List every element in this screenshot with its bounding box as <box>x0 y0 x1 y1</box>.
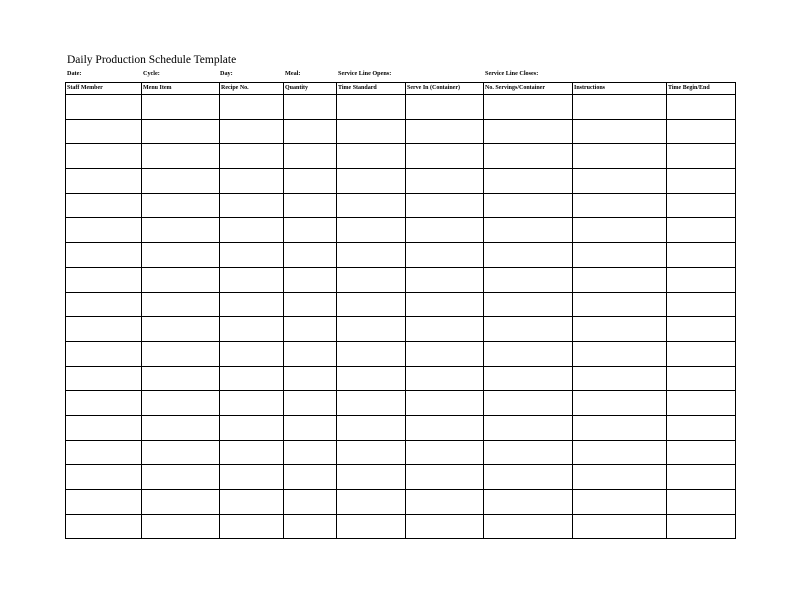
table-cell[interactable] <box>284 465 337 490</box>
meta-cycle-label: Cycle: <box>143 70 160 77</box>
table-cell[interactable] <box>484 218 573 243</box>
table-cell[interactable] <box>284 341 337 366</box>
table-cell[interactable] <box>66 119 142 144</box>
table-cell[interactable] <box>142 218 220 243</box>
table-cell[interactable] <box>66 169 142 194</box>
table-cell[interactable] <box>220 292 284 317</box>
table-cell[interactable] <box>337 144 406 169</box>
table-cell[interactable] <box>220 169 284 194</box>
table-cell[interactable] <box>220 490 284 515</box>
table-cell[interactable] <box>284 292 337 317</box>
table-cell[interactable] <box>142 243 220 268</box>
table-cell[interactable] <box>573 292 667 317</box>
table-cell[interactable] <box>667 193 736 218</box>
table-cell[interactable] <box>142 292 220 317</box>
table-cell[interactable] <box>66 341 142 366</box>
table-cell[interactable] <box>573 119 667 144</box>
table-cell[interactable] <box>337 465 406 490</box>
table-cell[interactable] <box>667 243 736 268</box>
page-title: Daily Production Schedule Template <box>67 54 237 66</box>
table-cell[interactable] <box>337 341 406 366</box>
table-cell[interactable] <box>573 415 667 440</box>
table-cell[interactable] <box>284 267 337 292</box>
table-cell[interactable] <box>667 440 736 465</box>
table-cell[interactable] <box>142 119 220 144</box>
table-cell[interactable] <box>337 514 406 539</box>
table-cell[interactable] <box>66 95 142 120</box>
table-cell[interactable] <box>337 267 406 292</box>
table-cell[interactable] <box>284 119 337 144</box>
table-cell[interactable] <box>573 144 667 169</box>
table-cell[interactable] <box>220 95 284 120</box>
table-cell[interactable] <box>337 391 406 416</box>
table-cell[interactable] <box>66 267 142 292</box>
table-cell[interactable] <box>484 267 573 292</box>
table-cell[interactable] <box>667 465 736 490</box>
table-body <box>66 95 736 539</box>
table-cell[interactable] <box>284 317 337 342</box>
table-cell[interactable] <box>284 193 337 218</box>
table-cell[interactable] <box>484 341 573 366</box>
table-cell[interactable] <box>142 317 220 342</box>
table-row <box>66 267 736 292</box>
table-cell[interactable] <box>484 440 573 465</box>
table-row <box>66 341 736 366</box>
table-cell[interactable] <box>66 243 142 268</box>
column-header-serve-in-container: Serve In (Container) <box>406 83 484 95</box>
table-row <box>66 391 736 416</box>
table-cell[interactable] <box>484 169 573 194</box>
table-cell[interactable] <box>337 440 406 465</box>
table-row <box>66 366 736 391</box>
table-cell[interactable] <box>667 169 736 194</box>
table-cell[interactable] <box>337 95 406 120</box>
table-cell[interactable] <box>284 514 337 539</box>
table-row <box>66 514 736 539</box>
table-cell[interactable] <box>337 490 406 515</box>
table-cell[interactable] <box>667 317 736 342</box>
table-cell[interactable] <box>284 440 337 465</box>
table-cell[interactable] <box>573 267 667 292</box>
table-cell[interactable] <box>484 317 573 342</box>
table-cell[interactable] <box>66 465 142 490</box>
table-cell[interactable] <box>667 391 736 416</box>
table-cell[interactable] <box>284 243 337 268</box>
table-cell[interactable] <box>284 95 337 120</box>
table-cell[interactable] <box>337 169 406 194</box>
table-cell[interactable] <box>284 490 337 515</box>
table-cell[interactable] <box>573 366 667 391</box>
table-cell[interactable] <box>573 465 667 490</box>
table-cell[interactable] <box>337 243 406 268</box>
table-cell[interactable] <box>284 391 337 416</box>
table-cell[interactable] <box>406 292 484 317</box>
table-cell[interactable] <box>337 317 406 342</box>
table-cell[interactable] <box>66 391 142 416</box>
table-cell[interactable] <box>66 440 142 465</box>
table-cell[interactable] <box>573 440 667 465</box>
table-cell[interactable] <box>484 119 573 144</box>
table-cell[interactable] <box>406 490 484 515</box>
table-cell[interactable] <box>406 193 484 218</box>
table-cell[interactable] <box>406 218 484 243</box>
meta-line-closes-label: Service Line Closes: <box>485 70 539 77</box>
table-cell[interactable] <box>667 218 736 243</box>
meta-line-opens-label: Service Line Opens: <box>338 70 392 77</box>
table-cell[interactable] <box>573 341 667 366</box>
table-cell[interactable] <box>337 218 406 243</box>
table-cell[interactable] <box>66 317 142 342</box>
table-cell[interactable] <box>667 514 736 539</box>
table-cell[interactable] <box>573 193 667 218</box>
table-row <box>66 218 736 243</box>
table-cell[interactable] <box>667 119 736 144</box>
meta-date-label: Date: <box>67 70 82 77</box>
meta-meal-label: Meal: <box>285 70 301 77</box>
table-cell[interactable] <box>220 193 284 218</box>
table-cell[interactable] <box>337 415 406 440</box>
table-cell[interactable] <box>667 144 736 169</box>
table-cell[interactable] <box>220 317 284 342</box>
table-cell[interactable] <box>142 490 220 515</box>
table-cell[interactable] <box>667 366 736 391</box>
table-cell[interactable] <box>484 514 573 539</box>
table-cell[interactable] <box>406 119 484 144</box>
table-cell[interactable] <box>220 514 284 539</box>
table-cell[interactable] <box>484 415 573 440</box>
table-cell[interactable] <box>220 267 284 292</box>
column-header-servings-container: No. Servings/Container <box>484 83 573 95</box>
table-row <box>66 243 736 268</box>
table-cell[interactable] <box>484 490 573 515</box>
table-cell[interactable] <box>406 366 484 391</box>
table-cell[interactable] <box>66 218 142 243</box>
table-cell[interactable] <box>220 391 284 416</box>
table-row <box>66 440 736 465</box>
table-cell[interactable] <box>220 119 284 144</box>
table-cell[interactable] <box>66 193 142 218</box>
table-row <box>66 169 736 194</box>
table-cell[interactable] <box>220 144 284 169</box>
table-cell[interactable] <box>573 317 667 342</box>
table-cell[interactable] <box>406 317 484 342</box>
table-row <box>66 144 736 169</box>
table-cell[interactable] <box>220 440 284 465</box>
table-cell[interactable] <box>66 144 142 169</box>
table-cell[interactable] <box>220 218 284 243</box>
table-cell[interactable] <box>667 292 736 317</box>
table-cell[interactable] <box>66 292 142 317</box>
table-cell[interactable] <box>284 415 337 440</box>
table-cell[interactable] <box>667 341 736 366</box>
table-cell[interactable] <box>406 514 484 539</box>
table-cell[interactable] <box>142 440 220 465</box>
column-header-instructions: Instructions <box>573 83 667 95</box>
column-header-time-standard: Time Standard <box>337 83 406 95</box>
table-cell[interactable] <box>66 415 142 440</box>
table-cell[interactable] <box>406 391 484 416</box>
table-cell[interactable] <box>142 95 220 120</box>
table-row <box>66 193 736 218</box>
meta-day-label: Day: <box>220 70 233 77</box>
table-cell[interactable] <box>142 366 220 391</box>
table-header-row <box>66 83 736 95</box>
table-cell[interactable] <box>337 292 406 317</box>
column-header-menu-item: Menu Item <box>142 83 220 95</box>
table-cell[interactable] <box>337 366 406 391</box>
table-cell[interactable] <box>142 341 220 366</box>
table-cell[interactable] <box>573 490 667 515</box>
table-cell[interactable] <box>406 465 484 490</box>
table-cell[interactable] <box>66 490 142 515</box>
table-cell[interactable] <box>406 267 484 292</box>
table-cell[interactable] <box>406 440 484 465</box>
table-cell[interactable] <box>142 267 220 292</box>
table-cell[interactable] <box>484 144 573 169</box>
table-cell[interactable] <box>220 243 284 268</box>
table-cell[interactable] <box>142 193 220 218</box>
table-cell[interactable] <box>573 218 667 243</box>
table-row <box>66 490 736 515</box>
table-cell[interactable] <box>142 169 220 194</box>
table-row <box>66 119 736 144</box>
table-cell[interactable] <box>284 169 337 194</box>
table-cell[interactable] <box>667 490 736 515</box>
table-cell[interactable] <box>484 292 573 317</box>
table-cell[interactable] <box>220 465 284 490</box>
table-cell[interactable] <box>484 366 573 391</box>
table-cell[interactable] <box>142 465 220 490</box>
table-cell[interactable] <box>142 391 220 416</box>
table-row <box>66 415 736 440</box>
column-header-recipe-no: Recipe No. <box>220 83 284 95</box>
table-cell[interactable] <box>220 415 284 440</box>
table-row <box>66 95 736 120</box>
table-cell[interactable] <box>142 415 220 440</box>
column-header-time-begin-end: Time Begin/End <box>667 83 736 95</box>
table-row <box>66 317 736 342</box>
table-cell[interactable] <box>484 193 573 218</box>
table-cell[interactable] <box>573 391 667 416</box>
table-cell[interactable] <box>142 514 220 539</box>
table-cell[interactable] <box>337 193 406 218</box>
table-cell[interactable] <box>406 144 484 169</box>
table-cell[interactable] <box>573 514 667 539</box>
table-cell[interactable] <box>284 366 337 391</box>
table-cell[interactable] <box>573 169 667 194</box>
table-cell[interactable] <box>406 243 484 268</box>
table-cell[interactable] <box>66 366 142 391</box>
table-cell[interactable] <box>142 144 220 169</box>
table-cell[interactable] <box>667 267 736 292</box>
table-cell[interactable] <box>284 218 337 243</box>
table-cell[interactable] <box>667 95 736 120</box>
table-cell[interactable] <box>484 95 573 120</box>
table-row <box>66 465 736 490</box>
table-row <box>66 292 736 317</box>
table-cell[interactable] <box>484 391 573 416</box>
table-cell[interactable] <box>573 95 667 120</box>
table-cell[interactable] <box>66 514 142 539</box>
table-cell[interactable] <box>337 119 406 144</box>
table-cell[interactable] <box>406 341 484 366</box>
table-cell[interactable] <box>484 465 573 490</box>
table-cell[interactable] <box>220 366 284 391</box>
table-cell[interactable] <box>667 415 736 440</box>
column-header-staff-member: Staff Member <box>66 83 142 95</box>
table-cell[interactable] <box>406 169 484 194</box>
table-cell[interactable] <box>406 95 484 120</box>
production-schedule-table <box>65 82 736 539</box>
column-header-quantity: Quantity <box>284 83 337 95</box>
table-cell[interactable] <box>573 243 667 268</box>
table-cell[interactable] <box>406 415 484 440</box>
table-cell[interactable] <box>284 144 337 169</box>
table-cell[interactable] <box>484 243 573 268</box>
table-cell[interactable] <box>220 341 284 366</box>
